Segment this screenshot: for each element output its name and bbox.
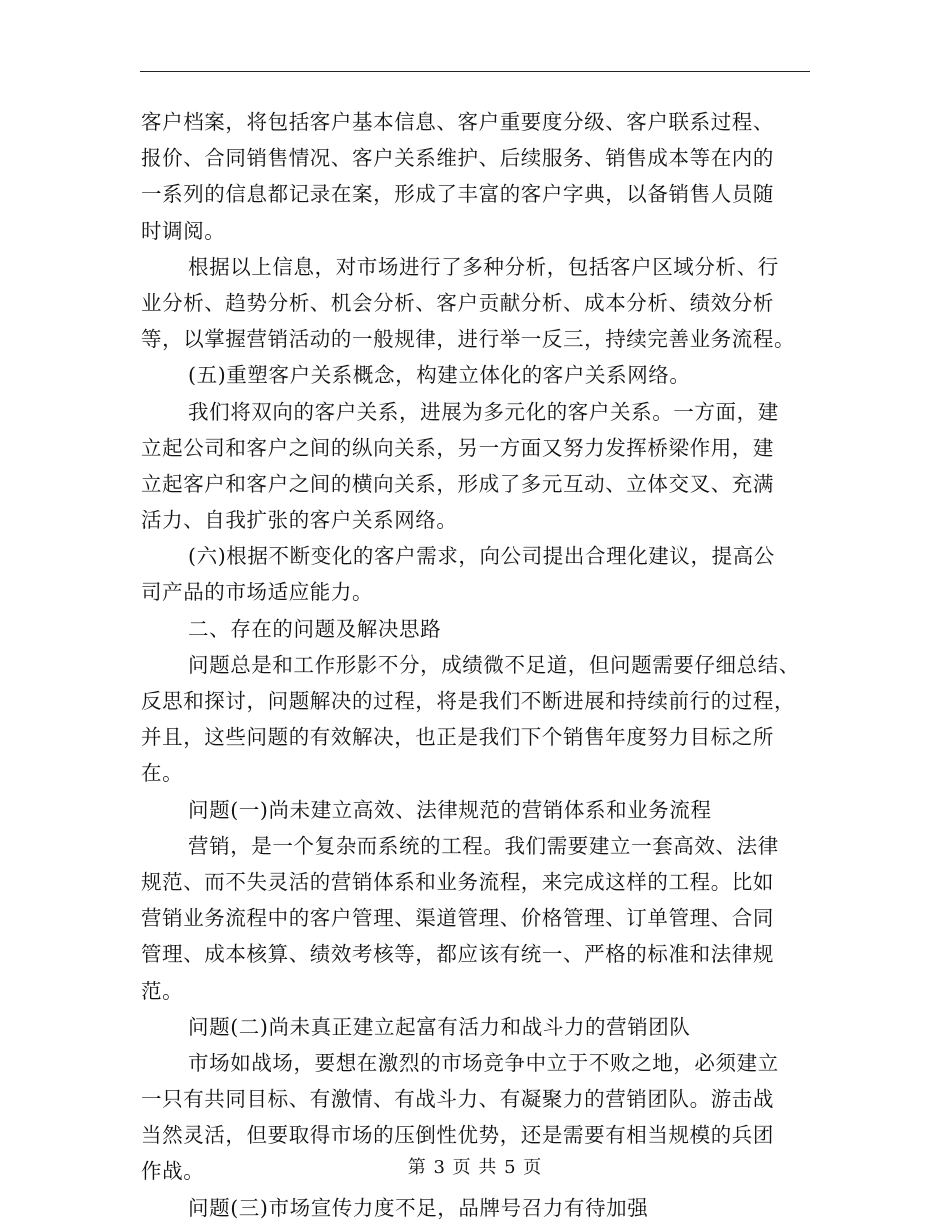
- text-line: 等，以掌握营销活动的一般规律，进行举一反三，持续完善业务流程。: [141, 327, 796, 352]
- text-line: 立起公司和客户之间的纵向关系，另一方面又努力发挥桥梁作用，建: [141, 435, 774, 460]
- text-line: 营销业务流程中的客户管理、渠道管理、价格管理、订单管理、合同: [141, 906, 774, 931]
- text-line: 根据以上信息，对市场进行了多种分析，包括客户区域分析、行: [188, 254, 779, 279]
- text-line: 我们将双向的客户关系，进展为多元化的客户关系。一方面，建: [188, 399, 779, 424]
- page-number-footer: 第 3 页 共 5 页: [407, 1157, 543, 1178]
- document-body: [141, 104, 813, 1226]
- text-line: 客户档案，将包括客户基本信息、客户重要度分级、客户联系过程、: [141, 110, 774, 134]
- text-line: 规范、而不失灵活的营销体系和业务流程，来完成这样的工程。比如: [141, 869, 774, 894]
- text-line: 一只有共同目标、有激情、有战斗力、有凝聚力的营销团队。游击战: [141, 1087, 774, 1112]
- text-line: 作战。: [141, 1159, 205, 1184]
- problem-heading: 问题(二)尚未真正建立起富有活力和战斗力的营销团队: [188, 1014, 691, 1039]
- section-heading: (六)根据不断变化的客户需求，向公司提出合理化建议，提高公: [188, 544, 775, 569]
- header-rule: [140, 71, 810, 72]
- text-line: 当然灵活，但要取得市场的压倒性优势，还是需要有相当规模的兵团: [141, 1123, 774, 1148]
- problem-heading: 问题(一)尚未建立高效、法律规范的营销体系和业务流程: [188, 797, 712, 822]
- text-line: 反思和探讨，问题解决的过程，将是我们不断进展和持续前行的过程，: [141, 689, 796, 713]
- text-line: 在。: [141, 761, 184, 786]
- text-line: 市场如战场，要想在激烈的市场竞争中立于不败之地，必须建立: [188, 1050, 779, 1075]
- section-heading: (五)重塑客户关系概念，构建立体化的客户关系网络。: [188, 363, 691, 388]
- text-line: 时调阅。: [141, 218, 226, 243]
- text-line: 活力、自我扩张的客户关系网络。: [141, 508, 458, 533]
- text-line: 一系列的信息都记录在案，形成了丰富的客户字典，以备销售人员随: [141, 182, 774, 207]
- text-line: 业分析、趋势分析、机会分析、客户贡献分析、成本分析、绩效分析: [141, 290, 774, 315]
- text-line: 营销，是一个复杂而系统的工程。我们需要建立一套高效、法律: [188, 833, 779, 858]
- text-line: 范。: [141, 978, 184, 1003]
- section-heading: 二、存在的问题及解决思路: [188, 616, 442, 641]
- problem-heading: 问题(三)市场宣传力度不足，品牌号召力有待加强: [188, 1195, 649, 1220]
- text-line: 报价、合同销售情况、客户关系维护、后续服务、销售成本等在内的: [141, 146, 774, 171]
- text-line: 立起客户和客户之间的横向关系，形成了多元互动、立体交叉、充满: [141, 471, 774, 496]
- text-line: 管理、成本核算、绩效考核等，都应该有统一、严格的标准和法律规: [141, 942, 774, 967]
- text-line: 问题总是和工作形影不分，成绩微不足道，但问题需要仔细总结、: [188, 652, 800, 677]
- text-line: 司产品的市场适应能力。: [141, 580, 374, 605]
- text-line: 并且，这些问题的有效解决，也正是我们下个销售年度努力目标之所: [141, 725, 774, 750]
